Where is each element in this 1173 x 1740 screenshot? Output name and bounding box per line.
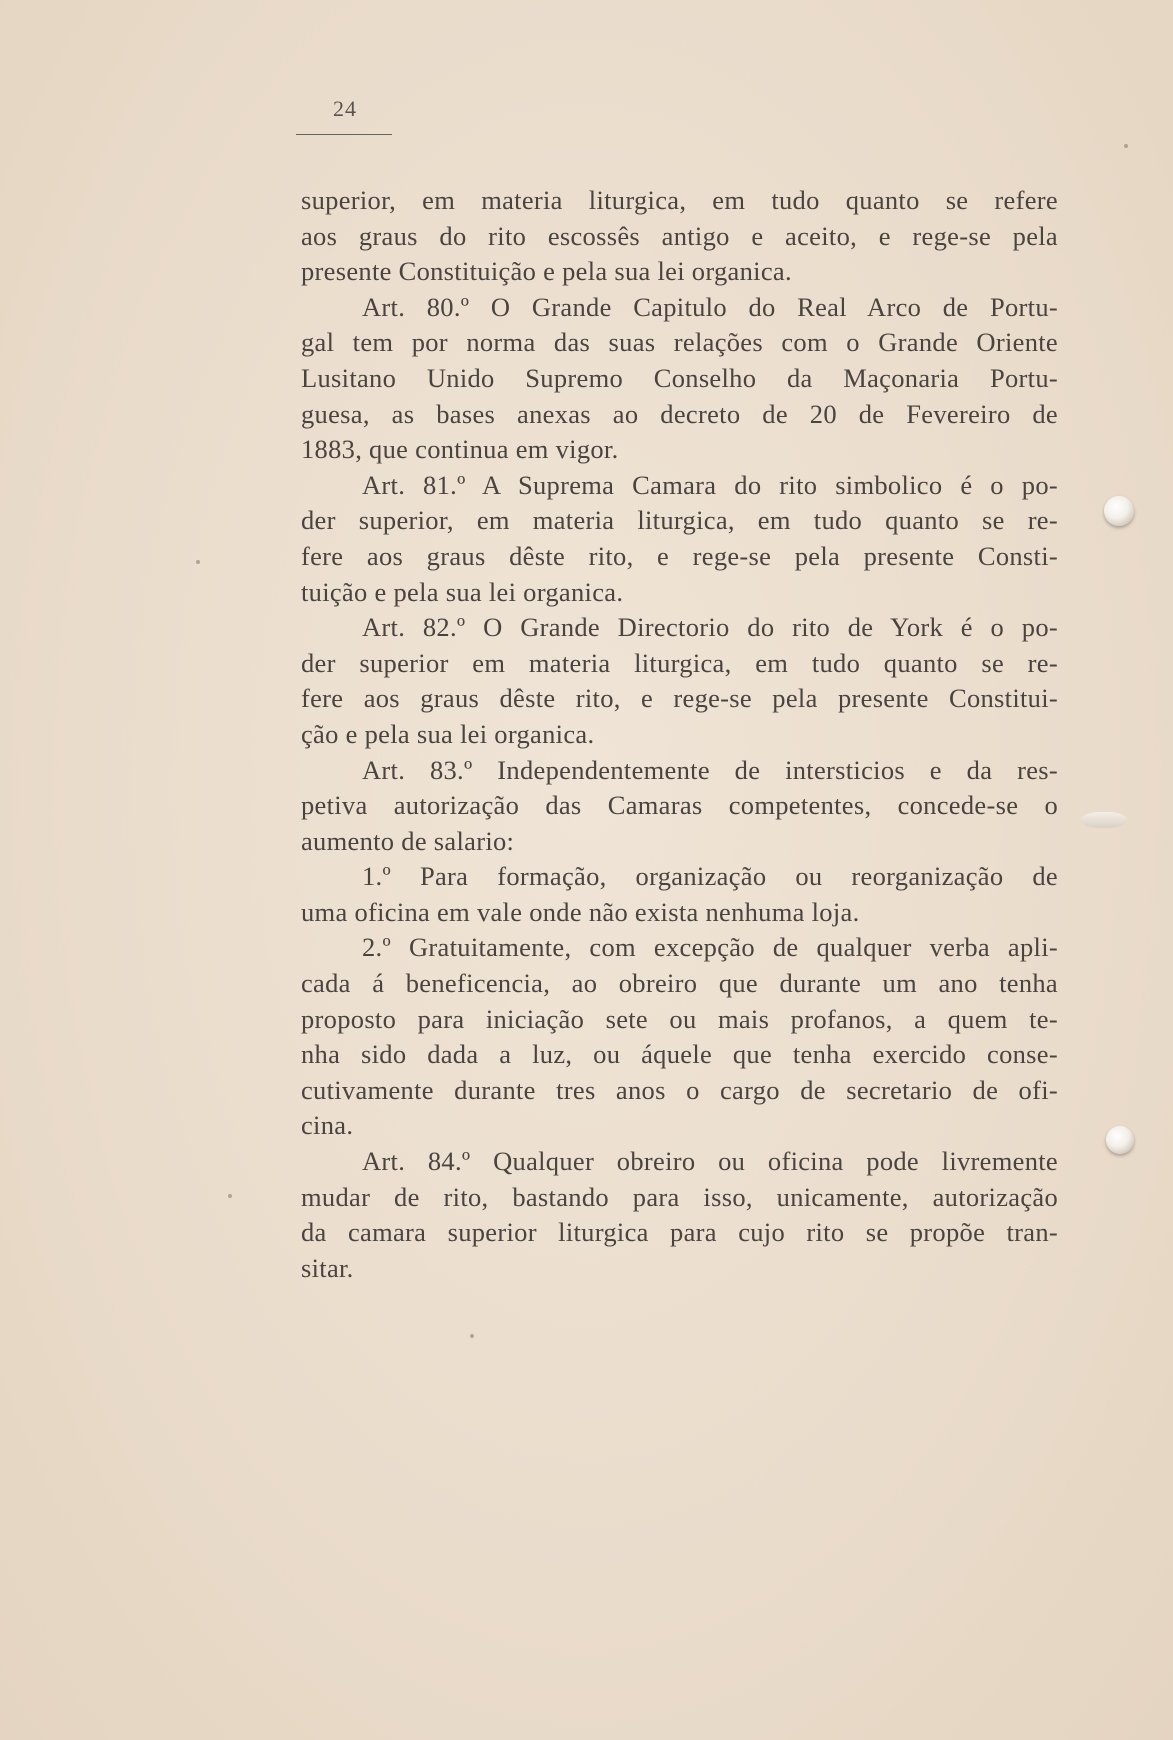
item-1-line: 1.º Para formação, organização ou reorganização de bbox=[362, 861, 1058, 892]
body-text bbox=[301, 183, 1058, 1286]
paper-speck bbox=[228, 1194, 232, 1198]
text-line: ção e pela sua lei organica. bbox=[301, 718, 595, 749]
text-line: Lusitano Unido Supremo Conselho da Maçonaria Portu- bbox=[301, 362, 1058, 393]
binding-hole bbox=[1106, 1126, 1134, 1154]
text-line: gal tem por norma das suas relações com o Grande Oriente bbox=[301, 327, 1058, 358]
item-2-line: 2.º Gratuitamente, com excepção de qualquer verba apli- bbox=[362, 932, 1058, 963]
paper-speck bbox=[1124, 144, 1128, 148]
article-81-line: Art. 81.º A Suprema Camara do rito simbolico é o po- bbox=[362, 469, 1058, 500]
article-83-line: Art. 83.º Independentemente de intersticios e da res- bbox=[362, 754, 1058, 785]
text-line: guesa, as bases anexas ao decreto de 20 de Fevereiro de bbox=[301, 398, 1058, 429]
text-line: tuição e pela sua lei organica. bbox=[301, 576, 624, 607]
text-line: nha sido dada a luz, ou áquele que tenha exercido conse- bbox=[301, 1039, 1058, 1070]
paper-speck bbox=[470, 1334, 474, 1338]
text-line: cada á beneficencia, ao obreiro que durante um ano tenha bbox=[301, 968, 1058, 999]
text-line: petiva autorização das Camaras competentes, concede-se o bbox=[301, 790, 1058, 821]
text-line: aumento de salario: bbox=[301, 825, 515, 856]
article-80-line: Art. 80.º O Grande Capitulo do Real Arco de Portu- bbox=[362, 291, 1058, 322]
text-line: fere aos graus dêste rito, e rege-se pela presente Constitui- bbox=[301, 683, 1058, 714]
text-line: da camara superior liturgica para cujo rito se propõe tran- bbox=[301, 1217, 1058, 1248]
text-line: der superior em materia liturgica, em tudo quanto se re- bbox=[301, 647, 1058, 678]
article-82-line: Art. 82.º O Grande Directorio do rito de York é o po- bbox=[362, 612, 1058, 643]
text-line: der superior, em materia liturgica, em tudo quanto se re- bbox=[301, 505, 1058, 536]
paper-speck bbox=[196, 560, 200, 564]
text-line: sitar. bbox=[301, 1252, 354, 1283]
text-line: aos graus do rito escossês antigo e aceito, e rege-se pela bbox=[301, 220, 1058, 251]
text-line: fere aos graus dêste rito, e rege-se pela presente Consti- bbox=[301, 540, 1058, 571]
text-line: cutivamente durante tres anos o cargo de secretario de ofi- bbox=[301, 1074, 1058, 1105]
paper-tear bbox=[1082, 812, 1126, 828]
text-line: superior, em materia liturgica, em tudo quanto se refere bbox=[301, 185, 1058, 215]
header-rule bbox=[296, 134, 392, 135]
text-line: uma oficina em vale onde não exista nenhuma loja. bbox=[301, 896, 860, 927]
text-line: cina. bbox=[301, 1110, 354, 1141]
page-number: 24 bbox=[333, 96, 357, 121]
binding-hole bbox=[1104, 496, 1134, 526]
text-line: 1883, que continua em vigor. bbox=[301, 434, 619, 465]
text-line: proposto para iniciação sete ou mais profanos, a quem te- bbox=[301, 1003, 1058, 1034]
article-84-line: Art. 84.º Qualquer obreiro ou oficina pode livremente bbox=[362, 1146, 1058, 1177]
text-line: mudar de rito, bastando para isso, unicamente, autorização bbox=[301, 1181, 1058, 1212]
text-line: presente Constituição e pela sua lei organica. bbox=[301, 256, 792, 287]
